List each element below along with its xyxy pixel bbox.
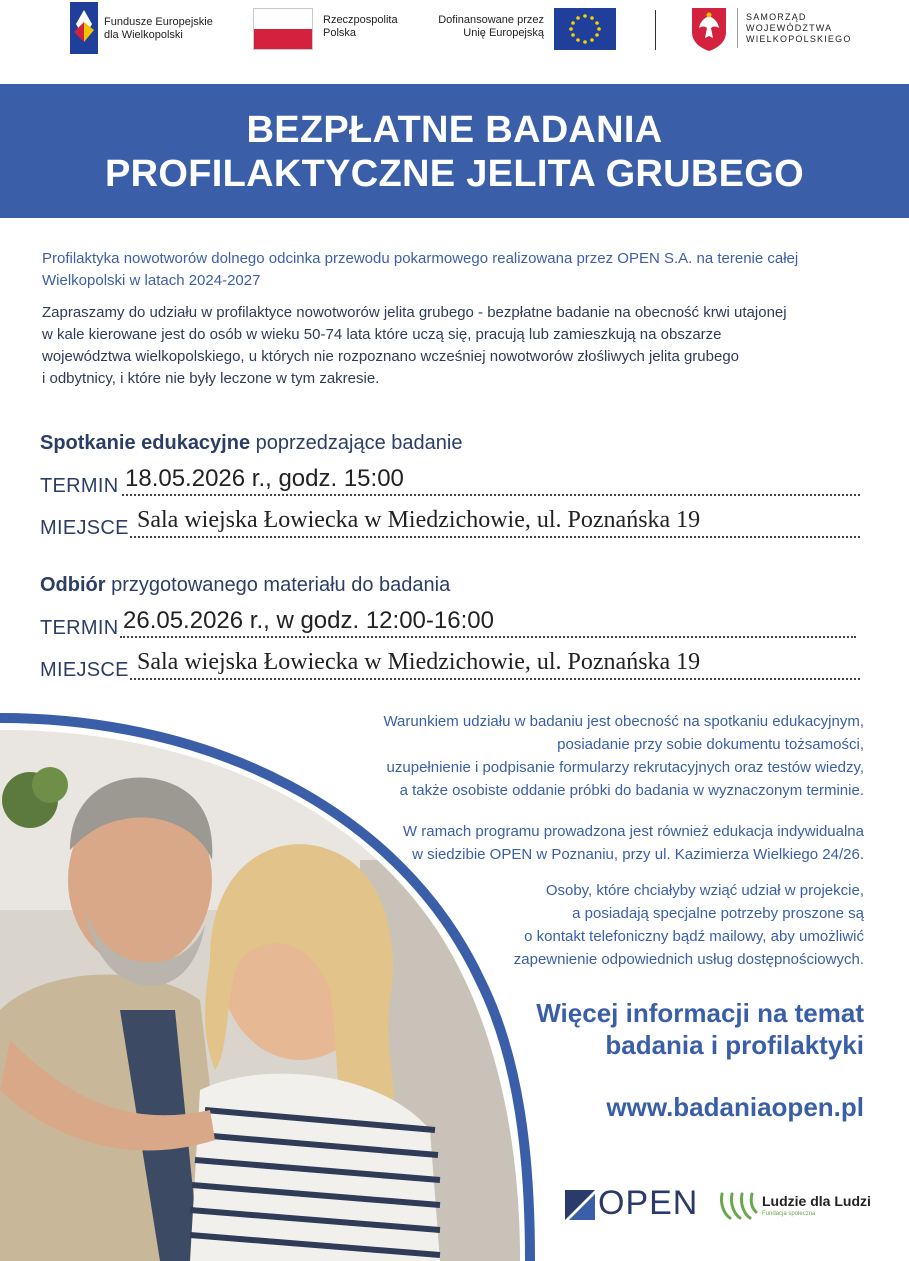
meeting-title [40, 430, 462, 456]
conditions-line: a także osobiste oddanie próbki do badania w wyznaczonym terminie. [399, 782, 864, 799]
meeting-miejsce-value: Sala wiejska Łowiecka w Miedzichowie, ul. Poznańska 19 [137, 507, 701, 533]
pickup-miejsce-value: Sala wiejska Łowiecka w Miedzichowie, ul. Poznańska 19 [137, 649, 701, 675]
accessibility-info [300, 879, 864, 971]
fe-logo-line2: dla Wielkopolski [104, 29, 183, 41]
ludzie-dla-ludzi-logo-icon [718, 1188, 758, 1222]
accessibility-line: o kontakt telefoniczny bądź mailowy, aby umożliwić [524, 928, 864, 945]
meeting-termin-label: TERMIN [40, 475, 119, 497]
meeting-termin-dots [122, 494, 860, 496]
pickup-termin-dots [120, 636, 856, 638]
participation-conditions [300, 710, 864, 802]
conditions-line: uzupełnienie i podpisanie formularzy rekrutacyjnych oraz testów wiedzy, [386, 759, 864, 776]
individual-line: W ramach programu prowadzona jest również edukacja indywidualna [402, 823, 864, 840]
accessibility-line: zapewnienie odpowiednich usług dostępnościowych. [513, 951, 864, 968]
conditions-line: posiadanie przy sobie dokumentu tożsamości, [557, 736, 864, 753]
accessibility-line: Osoby, które chciałyby wziąć udział w projekcie, [545, 882, 864, 899]
title-line-1: BEZPŁATNE BADANIA [246, 109, 663, 151]
samorzad-line3: WIELKOPOLSKIEGO [746, 34, 852, 44]
individual-education [300, 820, 864, 866]
meeting-miejsce-dots [130, 536, 860, 538]
eu-line2: Unię Europejską [463, 27, 544, 39]
more-info-line: Więcej informacji na temat [536, 998, 864, 1028]
logo-fundusze-europejskie [70, 2, 240, 54]
logo-separator [655, 10, 656, 50]
eu-flag-icon [554, 8, 616, 50]
invite-line: w kale kierowane jest do osób w wieku 50-74 lata które uczą się, pracują lub zamieszkują na obszarze [42, 326, 722, 343]
invitation-text [42, 302, 872, 390]
ludzie-dla-ludzi-logo-text: Ludzie dla Ludzi [762, 1193, 871, 1209]
program-line: Profilaktyka nowotworów dolnego odcinka przewodu pokarmowego realizowana przez OPEN S.A. na terenie całej [42, 250, 799, 267]
ludzie-dla-ludzi-sub: Fundacja społeczna [762, 1211, 816, 1217]
title-line-2: PROFILAKTYCZNE JELITA GRUBEGO [104, 153, 805, 195]
pickup-termin-label: TERMIN [40, 617, 119, 639]
eu-line1: Dofinansowane przez [438, 14, 544, 26]
eu-logo-text [430, 14, 544, 40]
rp-line1: Rzeczpospolita [323, 14, 398, 26]
meeting-title-rest: poprzedzające badanie [250, 432, 463, 454]
samorzad-logo-text [737, 8, 738, 48]
pickup-title-bold: Odbiór [40, 574, 106, 596]
conditions-line: Warunkiem udziału w badaniu jest obecność na spotkaniu edukacyjnym, [383, 713, 864, 730]
rp-line2: Polska [323, 27, 357, 39]
invite-line: Zapraszamy do udziału w profilaktyce nowotworów jelita grubego - bezpłatne badanie na obecność krwi utajonej [42, 304, 787, 321]
pickup-title-rest: przygotowanego materiału do badania [105, 574, 451, 596]
fe-logo-icon [70, 2, 98, 54]
samorzad-line2: WOJEWÓDZTWA [746, 23, 833, 33]
fe-logo-line1: Fundusze Europejskie [104, 16, 213, 28]
website-link[interactable]: www.badaniaopen.pl [606, 1092, 864, 1122]
more-info-heading [430, 997, 864, 1061]
meeting-miejsce-label: MIEJSCE [40, 517, 129, 539]
poland-flag-icon [253, 8, 313, 50]
pickup-miejsce-label: MIEJSCE [40, 659, 129, 681]
pickup-termin-value: 26.05.2026 r., w godz. 12:00-16:00 [123, 607, 494, 634]
samorzad-text [746, 12, 852, 45]
accessibility-line: a posiadają specjalne potrzeby proszone są [572, 905, 864, 922]
open-logo-icon [565, 1190, 595, 1220]
wielkopolska-coat-of-arms-icon [690, 6, 728, 52]
program-description [42, 248, 872, 292]
rp-logo-text [323, 14, 398, 40]
samorzad-line1: SAMORZĄD [746, 12, 807, 22]
meeting-title-bold: Spotkanie edukacyjne [40, 432, 251, 454]
more-info-line: badania i profilaktyki [605, 1030, 864, 1060]
individual-line: w siedzibie OPEN w Poznaniu, przy ul. Kazimierza Wielkiego 24/26. [412, 846, 864, 863]
invite-line: i odbytnicy, i które nie były leczone w tym zakresie. [42, 370, 380, 387]
pickup-miejsce-dots [130, 678, 860, 680]
program-line: Wielkopolski w latach 2024-2027 [42, 272, 261, 289]
invite-line: województwa wielkopolskiego, u których nie rozpoznano wcześniej nowotworów złośliwych jelita grubego [42, 348, 740, 365]
meeting-termin-value: 18.05.2026 r., godz. 15:00 [125, 465, 404, 492]
pickup-title [40, 572, 450, 598]
open-logo-text: OPEN [598, 1184, 699, 1222]
